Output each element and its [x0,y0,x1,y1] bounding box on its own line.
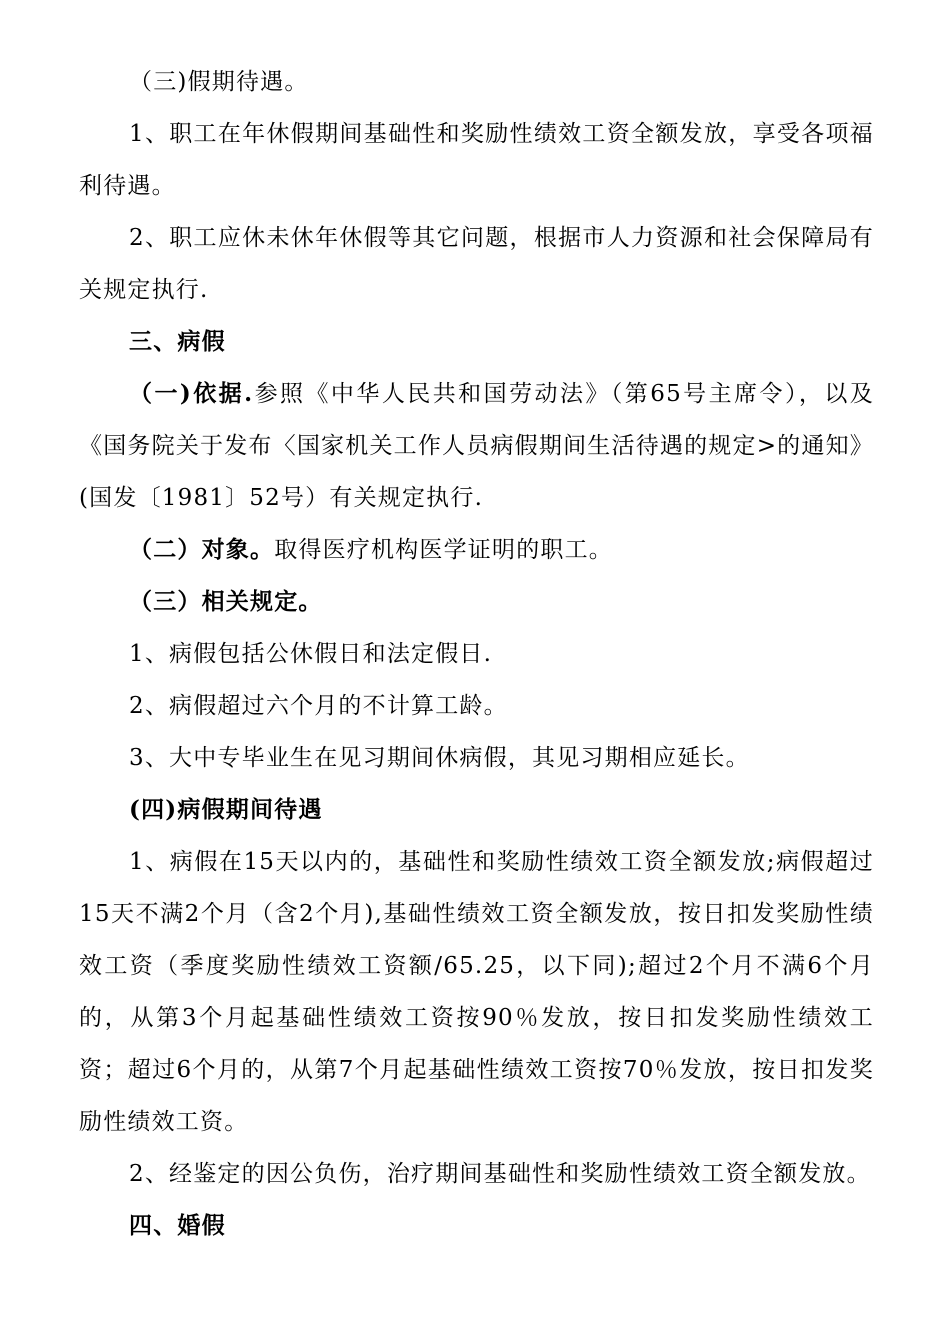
paragraph-sick-pay-details [79,836,874,1148]
paragraph-basis [79,368,874,524]
subheading-related-rules [79,576,874,628]
text-segment: 2、病假超过六个月的不计算工龄。 [129,693,508,719]
paragraph-rule-2 [79,680,874,732]
text-segment: 四、婚假 [129,1212,226,1239]
paragraph-rule-1 [79,628,874,680]
paragraph-leave-benefits-heading [79,56,874,108]
section-heading-marriage-leave [79,1200,874,1252]
paragraph-work-injury [79,1148,874,1200]
bold-label: （二）对象。 [129,536,275,563]
text-segment: 3、大中专毕业生在见习期间休病假，其见习期相应延长。 [129,745,750,771]
bold-label: （一)依据. [129,380,254,407]
text-segment: 参照《中华人民共和国劳动法》（第65号主席令），以及《国务院关于发布〈国家机关工作人员病假期间生活待遇的规定>的通知》(国发〔1981〕52号）有关规定执行. [79,381,875,511]
text-segment: （三）相关规定。 [129,588,323,615]
text-segment: 1、病假在15天以内的，基础性和奖励性绩效工资全额发放;病假超过15天不满2个月（含2个月),基础性绩效工资全额发放，按日扣发奖励性绩效工资（季度奖励性绩效工资额/65.25，以下同);超过2个月不满6个月的，从第3个月起基础性绩效工资按90％发放，按日扣发奖励性绩效工资；超过6个月的，从第7个月起基础性绩效工资按70％发放，按日扣发奖励性绩效工资。 [79,849,874,1135]
text-segment: 1、职工在年休假期间基础性和奖励性绩效工资全额发放，享受各项福利待遇。 [79,121,874,199]
document-body [79,56,874,1252]
paragraph-unused-leave [79,212,874,316]
section-heading-sick-leave [79,316,874,368]
text-segment: 三、病假 [129,328,226,355]
text-segment: 2、职工应休未休年休假等其它问题，根据市人力资源和社会保障局有关规定执行. [79,225,874,303]
text-segment: 2、经鉴定的因公负伤，治疗期间基础性和奖励性绩效工资全额发放。 [129,1161,871,1187]
text-segment: （三)假期待遇。 [129,69,309,95]
paragraph-target [79,524,874,576]
subheading-sick-leave-benefits [79,784,874,836]
text-segment: 取得医疗机构医学证明的职工。 [274,537,614,563]
paragraph-annual-leave-pay [79,108,874,212]
text-segment: (四)病假期间待遇 [129,796,323,823]
text-segment: 1、病假包括公休假日和法定假日. [129,641,493,667]
paragraph-rule-3 [79,732,874,784]
